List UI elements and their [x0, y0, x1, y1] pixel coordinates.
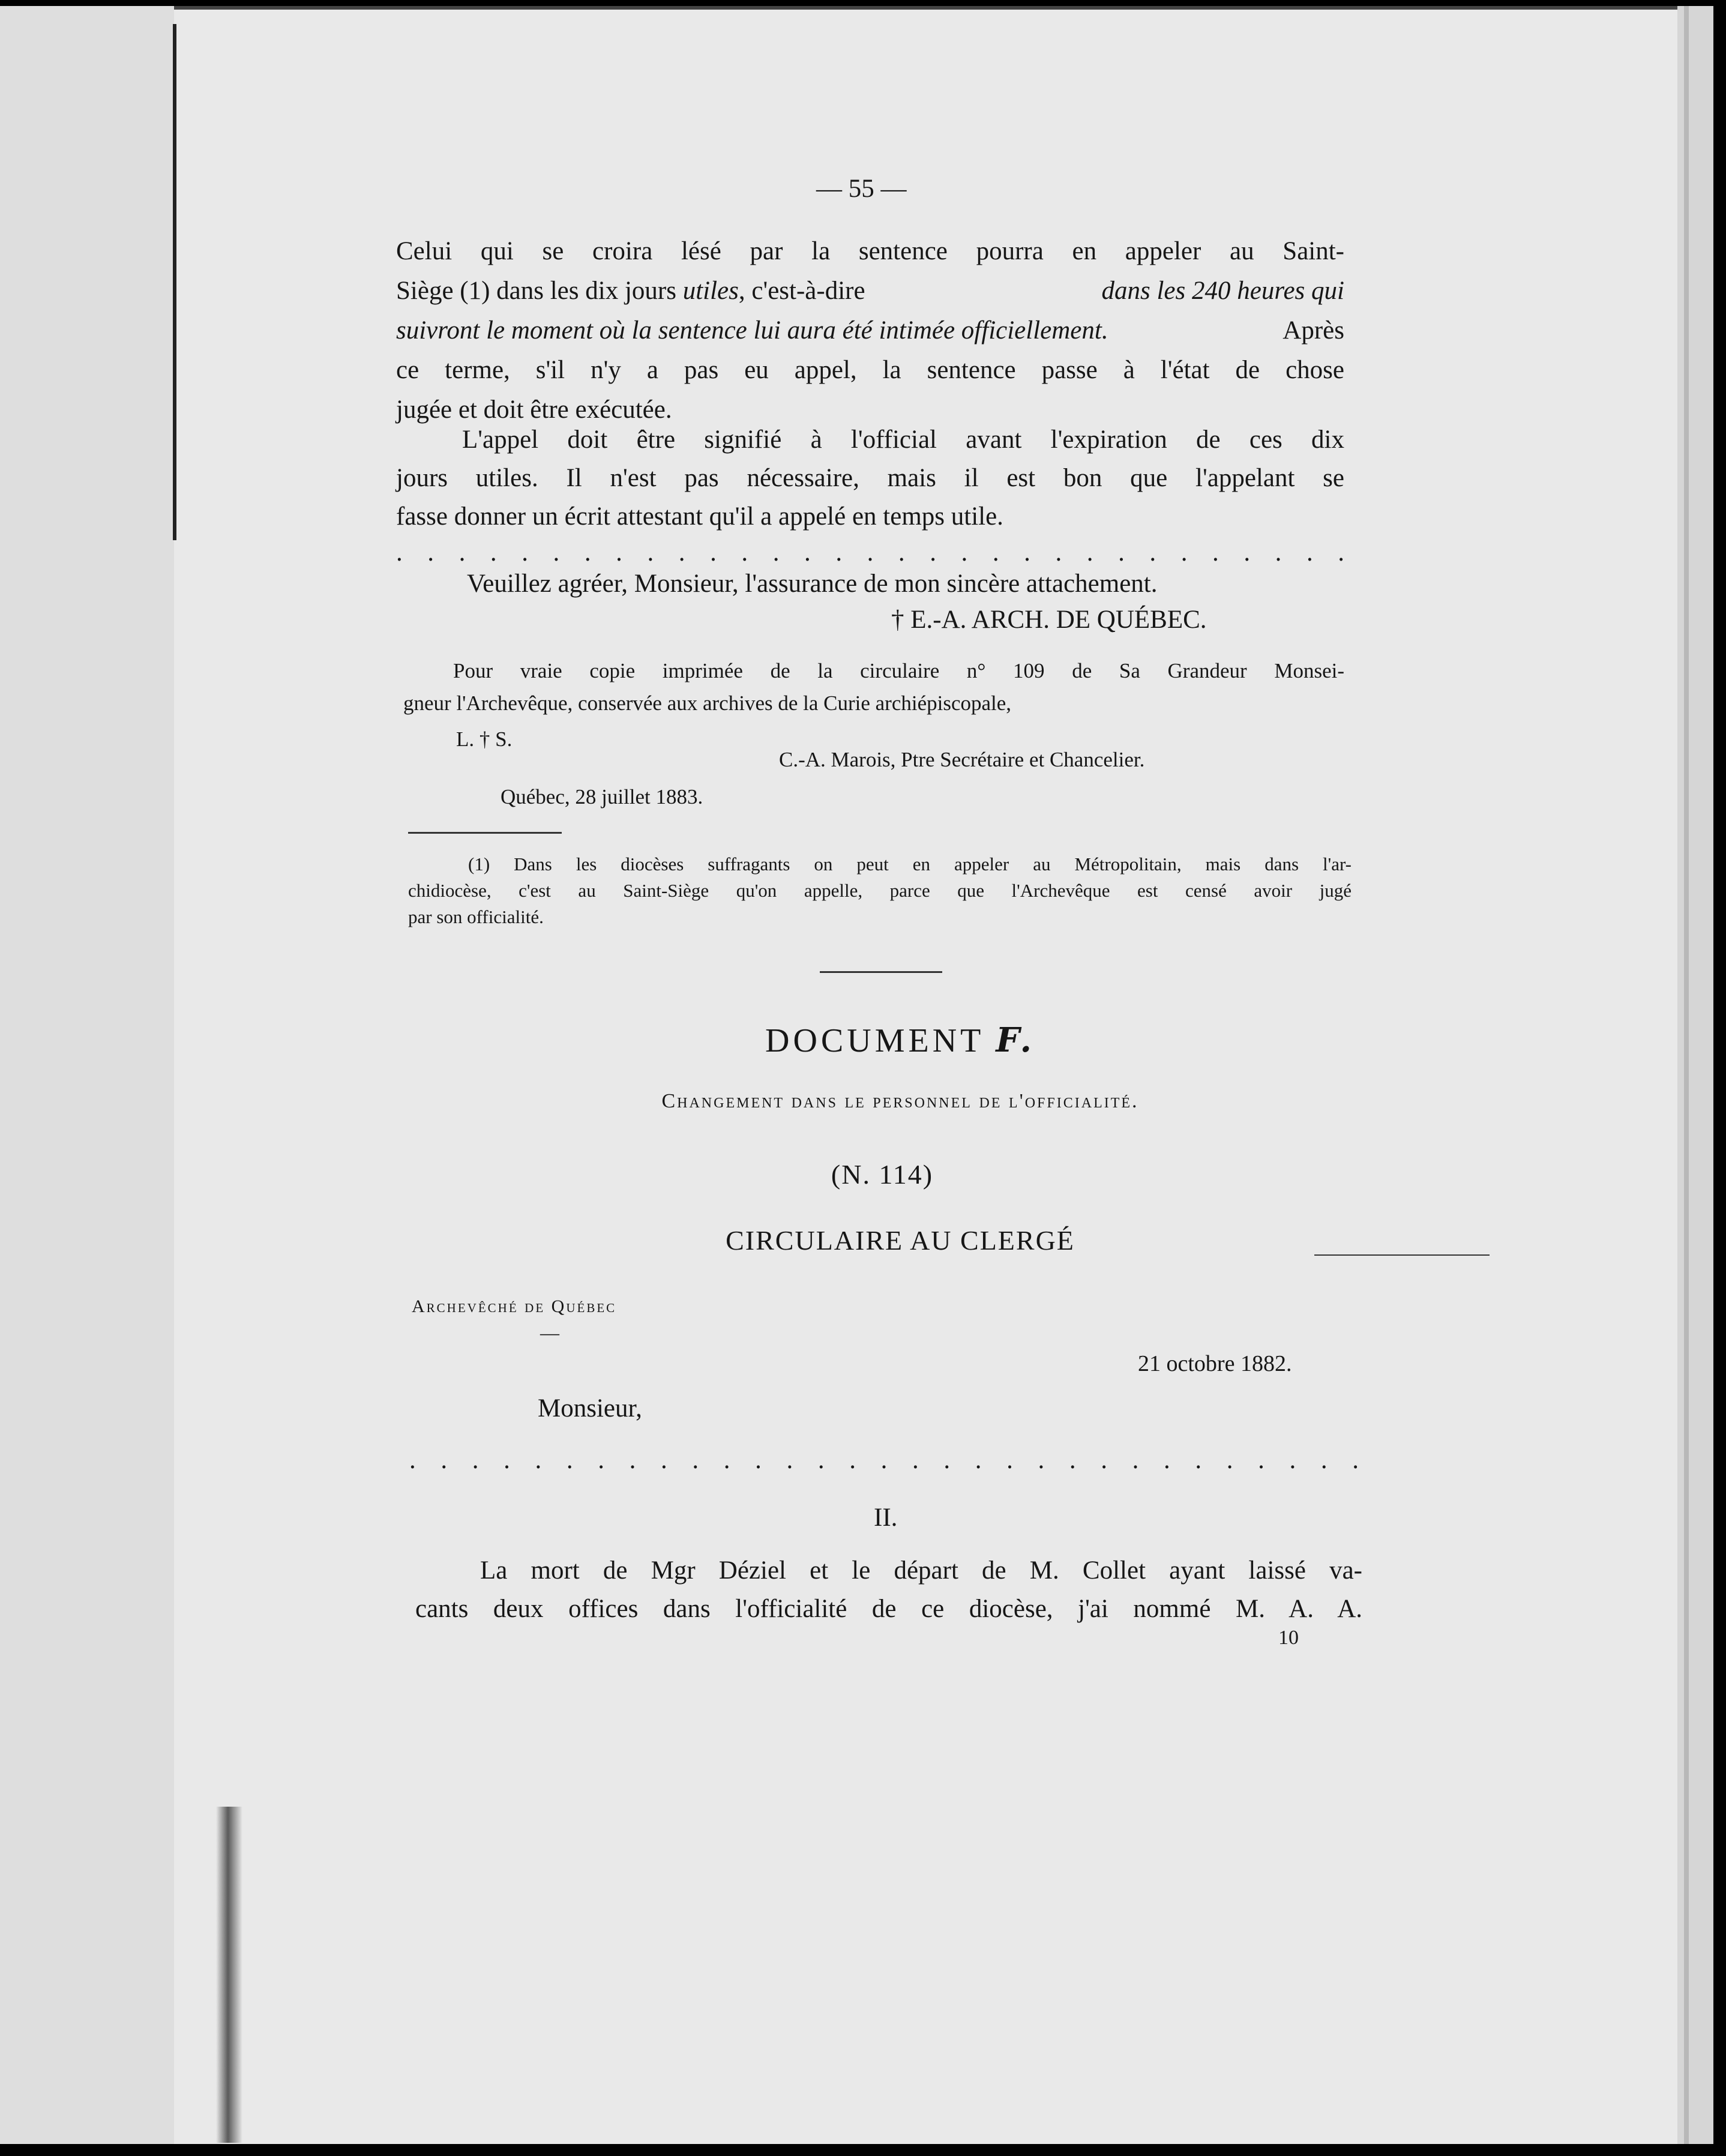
para1-line2-b: utiles — [682, 277, 739, 305]
para1-line3-apres: Après — [1282, 316, 1344, 345]
chancellor-signature: C.-A. Marois, Ptre Secrétaire et Chancelier. — [779, 748, 1145, 771]
circular-title: CIRCULAIRE AU CLERGÉ — [726, 1225, 1075, 1256]
letter-header: Archevêché de Québec — [412, 1296, 617, 1316]
stray-line — [1314, 1254, 1490, 1256]
document-letter: F. — [996, 1020, 1035, 1060]
para1-line2-c: , c'est-à-dire — [738, 277, 865, 305]
ellipsis-row-1: . . . . . . . . . . . . . . . . . . . . . . . . . . . . . . . — [396, 538, 1344, 567]
page-right-edge — [1677, 6, 1713, 2144]
page-edge-line — [1684, 6, 1689, 2144]
document-heading — [600, 1020, 1200, 1060]
ellipsis-row-2: . . . . . . . . . . . . . . . . . . . . . . . . . . . . . . . — [409, 1446, 1359, 1474]
para2-line3: fasse donner un écrit attestant qu'il a appelé en temps utile. — [396, 502, 1003, 531]
copy-note-line2: gneur l'Archevêque, conservée aux archives de la Curie archiépiscopale, — [403, 691, 1012, 715]
para1-line5: jugée et doit être exécutée. — [396, 396, 672, 424]
footnote-line3: par son officialité. — [408, 906, 544, 927]
page-fold-line — [173, 24, 176, 540]
archbishop-signature: † E.-A. ARCH. DE QUÉBEC. — [891, 606, 1207, 634]
document-subtitle: Changement dans le personnel de l'officialité. — [661, 1090, 1139, 1112]
signature-mark: 10 — [1278, 1627, 1299, 1649]
para1-line1: Celui qui se croira lésé par la sentence pourra en appeler au Saint- — [396, 237, 1344, 265]
copy-note-line1: Pour vraie copie imprimée de la circulaire n° 109 de Sa Grandeur Monsei- — [453, 659, 1344, 682]
page-number: — 55 — — [816, 175, 907, 203]
circular-number: (N. 114) — [831, 1159, 934, 1190]
para1-line2 — [396, 271, 1344, 311]
para1-line2-a: Siège (1) dans les dix jours — [396, 277, 683, 305]
para1-line3 — [396, 311, 1344, 351]
section-separator — [820, 971, 942, 973]
scanned-page — [0, 6, 1713, 2144]
copy-note-date: Québec, 28 juillet 1883. — [501, 785, 703, 808]
document-title: DOCUMENT — [765, 1022, 984, 1059]
para2-line2: jours utiles. Il n'est pas nécessaire, mais il est bon que l'appelant se — [396, 464, 1344, 492]
header-dash: — — [540, 1322, 559, 1343]
para1-line3-italic: suivront le moment où la sentence lui aura été intimée officiellement. — [396, 316, 1108, 345]
letter-date: 21 octobre 1882. — [1138, 1351, 1292, 1376]
salutation: Monsieur, — [538, 1394, 642, 1423]
footnote-line1: (1) Dans les diocèses suffragants on peut en appeler au Métropolitain, mais dans l'ar- — [468, 854, 1352, 875]
para1-line4: ce terme, s'il n'y a pas eu appel, la sentence passe à l'état de chose — [396, 356, 1344, 384]
para3-line1: La mort de Mgr Déziel et le départ de M. Collet ayant laissé va- — [480, 1556, 1362, 1585]
para1-line2-d: dans les 240 heures qui — [1101, 277, 1344, 305]
footnote-rule — [408, 832, 562, 834]
para2-line1: L'appel doit être signifié à l'official avant l'expiration de ces dix — [462, 426, 1344, 454]
seal-mark: L. † S. — [456, 727, 513, 751]
para3-line2: cants deux offices dans l'officialité de ce diocèse, j'ai nommé M. A. A. — [415, 1595, 1362, 1623]
closing-line: Veuillez agréer, Monsieur, l'assurance de mon sincère attachement. — [467, 570, 1158, 598]
facing-page-margin — [0, 6, 174, 2144]
footnote-line2: chidiocèse, c'est au Saint-Siège qu'on appelle, parce que l'Archevêque est censé avoir jugé — [408, 880, 1352, 901]
binding-shadow — [216, 1807, 242, 2143]
scan-top-edge — [0, 6, 1713, 10]
section-numeral: II. — [874, 1504, 898, 1532]
